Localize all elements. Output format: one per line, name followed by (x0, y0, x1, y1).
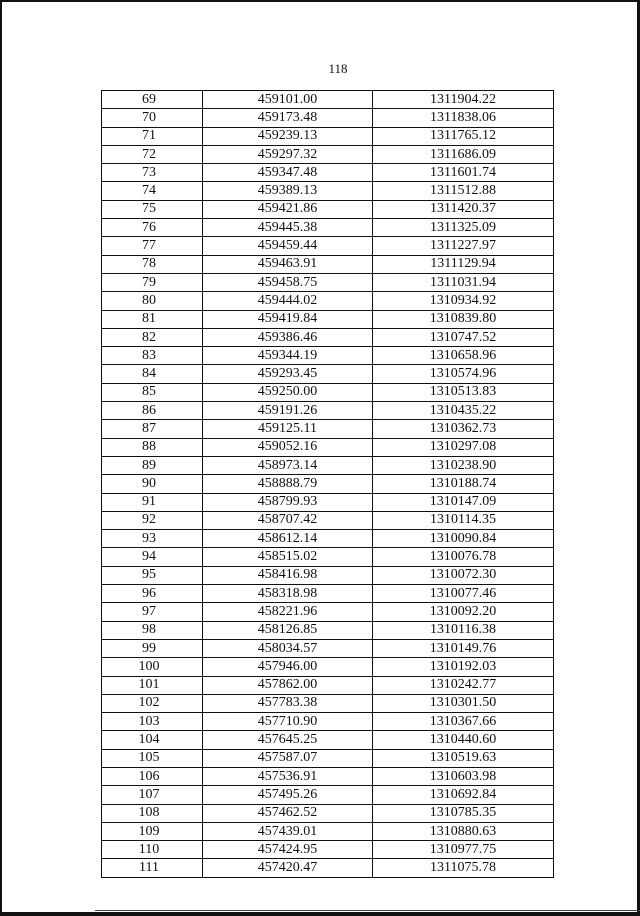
x-coordinate-cell: 459191.26 (203, 402, 373, 420)
y-coordinate-cell: 1310076.78 (373, 548, 554, 566)
point-number-cell: 102 (102, 694, 203, 712)
y-coordinate-cell: 1310603.98 (373, 767, 554, 785)
x-coordinate-cell: 459250.00 (203, 383, 373, 401)
point-number-cell: 75 (102, 200, 203, 218)
table-row (102, 786, 554, 804)
x-coordinate-cell: 458973.14 (203, 456, 373, 474)
point-number-cell: 100 (102, 658, 203, 676)
point-number-cell: 93 (102, 530, 203, 548)
y-coordinate-cell: 1310301.50 (373, 694, 554, 712)
x-coordinate-cell: 458799.93 (203, 493, 373, 511)
table-row (102, 859, 554, 877)
y-coordinate-cell: 1310092.20 (373, 603, 554, 621)
x-coordinate-cell: 459444.02 (203, 292, 373, 310)
x-coordinate-cell: 459458.75 (203, 273, 373, 291)
y-coordinate-cell: 1310574.96 (373, 365, 554, 383)
y-coordinate-cell: 1310692.84 (373, 786, 554, 804)
point-number-cell: 90 (102, 475, 203, 493)
scan-border-bottom (0, 912, 640, 916)
x-coordinate-cell: 459347.48 (203, 164, 373, 182)
table-row (102, 639, 554, 657)
x-coordinate-cell: 459344.19 (203, 347, 373, 365)
y-coordinate-cell: 1310149.76 (373, 639, 554, 657)
x-coordinate-cell: 459297.32 (203, 145, 373, 163)
y-coordinate-cell: 1310880.63 (373, 822, 554, 840)
table-row (102, 475, 554, 493)
table-row (102, 420, 554, 438)
x-coordinate-cell: 457420.47 (203, 859, 373, 877)
point-number-cell: 80 (102, 292, 203, 310)
y-coordinate-cell: 1310977.75 (373, 841, 554, 859)
point-number-cell: 99 (102, 639, 203, 657)
x-coordinate-cell: 459239.13 (203, 127, 373, 145)
point-number-cell: 74 (102, 182, 203, 200)
point-number-cell: 103 (102, 713, 203, 731)
y-coordinate-cell: 1310362.73 (373, 420, 554, 438)
table-row (102, 658, 554, 676)
x-coordinate-cell: 458612.14 (203, 530, 373, 548)
table-row (102, 694, 554, 712)
x-coordinate-cell: 459101.00 (203, 91, 373, 109)
table-row (102, 731, 554, 749)
point-number-cell: 98 (102, 621, 203, 639)
x-coordinate-cell: 459445.38 (203, 219, 373, 237)
table-row (102, 383, 554, 401)
y-coordinate-cell: 1311129.94 (373, 255, 554, 273)
y-coordinate-cell: 1311904.22 (373, 91, 554, 109)
table-row (102, 292, 554, 310)
point-number-cell: 105 (102, 749, 203, 767)
table-row (102, 585, 554, 603)
x-coordinate-cell: 457645.25 (203, 731, 373, 749)
y-coordinate-cell: 1311420.37 (373, 200, 554, 218)
x-coordinate-cell: 458221.96 (203, 603, 373, 621)
x-coordinate-cell: 458888.79 (203, 475, 373, 493)
point-number-cell: 110 (102, 841, 203, 859)
x-coordinate-cell: 458034.57 (203, 639, 373, 657)
x-coordinate-cell: 459386.46 (203, 328, 373, 346)
point-number-cell: 106 (102, 767, 203, 785)
table-row (102, 621, 554, 639)
page-number: 118 (328, 61, 348, 76)
point-number-cell: 88 (102, 438, 203, 456)
table-row (102, 548, 554, 566)
y-coordinate-cell: 1311325.09 (373, 219, 554, 237)
table-row (102, 566, 554, 584)
x-coordinate-cell: 459173.48 (203, 109, 373, 127)
point-number-cell: 79 (102, 273, 203, 291)
table-row (102, 713, 554, 731)
point-number-cell: 107 (102, 786, 203, 804)
x-coordinate-cell: 457462.52 (203, 804, 373, 822)
x-coordinate-cell: 457587.07 (203, 749, 373, 767)
x-coordinate-cell: 459419.84 (203, 310, 373, 328)
y-coordinate-cell: 1310114.35 (373, 511, 554, 529)
y-coordinate-cell: 1311075.78 (373, 859, 554, 877)
table-row (102, 402, 554, 420)
point-number-cell: 83 (102, 347, 203, 365)
table-row (102, 841, 554, 859)
x-coordinate-cell: 457439.01 (203, 822, 373, 840)
y-coordinate-cell: 1310116.38 (373, 621, 554, 639)
table-row (102, 456, 554, 474)
x-coordinate-cell: 459293.45 (203, 365, 373, 383)
point-number-cell: 76 (102, 219, 203, 237)
y-coordinate-cell: 1310242.77 (373, 676, 554, 694)
table-row (102, 145, 554, 163)
y-coordinate-cell: 1311601.74 (373, 164, 554, 182)
y-coordinate-cell: 1310192.03 (373, 658, 554, 676)
table-row (102, 164, 554, 182)
y-coordinate-cell: 1310238.90 (373, 456, 554, 474)
x-coordinate-cell: 459463.91 (203, 255, 373, 273)
y-coordinate-cell: 1311031.94 (373, 273, 554, 291)
table-row (102, 91, 554, 109)
x-coordinate-cell: 459389.13 (203, 182, 373, 200)
point-number-cell: 104 (102, 731, 203, 749)
table-row (102, 804, 554, 822)
table-row (102, 328, 554, 346)
y-coordinate-cell: 1310367.66 (373, 713, 554, 731)
y-coordinate-cell: 1311227.97 (373, 237, 554, 255)
point-number-cell: 108 (102, 804, 203, 822)
y-coordinate-cell: 1310090.84 (373, 530, 554, 548)
table-row (102, 493, 554, 511)
x-coordinate-cell: 457862.00 (203, 676, 373, 694)
coordinate-table (101, 90, 554, 878)
x-coordinate-cell: 458515.02 (203, 548, 373, 566)
y-coordinate-cell: 1310435.22 (373, 402, 554, 420)
table-row (102, 127, 554, 145)
y-coordinate-cell: 1310658.96 (373, 347, 554, 365)
point-number-cell: 71 (102, 127, 203, 145)
coordinate-table-body (102, 91, 554, 878)
table-row (102, 511, 554, 529)
table-row (102, 310, 554, 328)
y-coordinate-cell: 1310072.30 (373, 566, 554, 584)
point-number-cell: 95 (102, 566, 203, 584)
table-row (102, 822, 554, 840)
point-number-cell: 109 (102, 822, 203, 840)
y-coordinate-cell: 1310934.92 (373, 292, 554, 310)
y-coordinate-cell: 1310188.74 (373, 475, 554, 493)
y-coordinate-cell: 1310519.63 (373, 749, 554, 767)
point-number-cell: 111 (102, 859, 203, 877)
x-coordinate-cell: 457946.00 (203, 658, 373, 676)
x-coordinate-cell: 457783.38 (203, 694, 373, 712)
point-number-cell: 73 (102, 164, 203, 182)
table-row (102, 255, 554, 273)
table-row (102, 347, 554, 365)
table-row (102, 109, 554, 127)
x-coordinate-cell: 457536.91 (203, 767, 373, 785)
table-row (102, 767, 554, 785)
y-coordinate-cell: 1311512.88 (373, 182, 554, 200)
table-row (102, 530, 554, 548)
point-number-cell: 92 (102, 511, 203, 529)
scan-border-top (0, 0, 640, 2)
point-number-cell: 78 (102, 255, 203, 273)
point-number-cell: 84 (102, 365, 203, 383)
y-coordinate-cell: 1310785.35 (373, 804, 554, 822)
x-coordinate-cell: 459052.16 (203, 438, 373, 456)
y-coordinate-cell: 1311686.09 (373, 145, 554, 163)
table-row (102, 365, 554, 383)
table-row (102, 676, 554, 694)
y-coordinate-cell: 1310297.08 (373, 438, 554, 456)
x-coordinate-cell: 459459.44 (203, 237, 373, 255)
y-coordinate-cell: 1310077.46 (373, 585, 554, 603)
table-row (102, 219, 554, 237)
point-number-cell: 94 (102, 548, 203, 566)
table-row (102, 200, 554, 218)
x-coordinate-cell: 457495.26 (203, 786, 373, 804)
scan-border-left (0, 0, 2, 916)
x-coordinate-cell: 458318.98 (203, 585, 373, 603)
x-coordinate-cell: 457424.95 (203, 841, 373, 859)
table-row (102, 182, 554, 200)
table-row (102, 273, 554, 291)
table-row (102, 603, 554, 621)
y-coordinate-cell: 1310440.60 (373, 731, 554, 749)
scan-artifact-line (95, 910, 640, 911)
point-number-cell: 86 (102, 402, 203, 420)
point-number-cell: 85 (102, 383, 203, 401)
point-number-cell: 82 (102, 328, 203, 346)
y-coordinate-cell: 1310513.83 (373, 383, 554, 401)
x-coordinate-cell: 459421.86 (203, 200, 373, 218)
point-number-cell: 77 (102, 237, 203, 255)
point-number-cell: 69 (102, 91, 203, 109)
point-number-cell: 91 (102, 493, 203, 511)
x-coordinate-cell: 458416.98 (203, 566, 373, 584)
x-coordinate-cell: 458707.42 (203, 511, 373, 529)
x-coordinate-cell: 459125.11 (203, 420, 373, 438)
point-number-cell: 97 (102, 603, 203, 621)
y-coordinate-cell: 1310839.80 (373, 310, 554, 328)
point-number-cell: 81 (102, 310, 203, 328)
table-row (102, 438, 554, 456)
table-row (102, 749, 554, 767)
point-number-cell: 87 (102, 420, 203, 438)
point-number-cell: 89 (102, 456, 203, 474)
y-coordinate-cell: 1310747.52 (373, 328, 554, 346)
point-number-cell: 101 (102, 676, 203, 694)
point-number-cell: 72 (102, 145, 203, 163)
y-coordinate-cell: 1310147.09 (373, 493, 554, 511)
x-coordinate-cell: 457710.90 (203, 713, 373, 731)
y-coordinate-cell: 1311765.12 (373, 127, 554, 145)
x-coordinate-cell: 458126.85 (203, 621, 373, 639)
y-coordinate-cell: 1311838.06 (373, 109, 554, 127)
point-number-cell: 96 (102, 585, 203, 603)
table-row (102, 237, 554, 255)
point-number-cell: 70 (102, 109, 203, 127)
